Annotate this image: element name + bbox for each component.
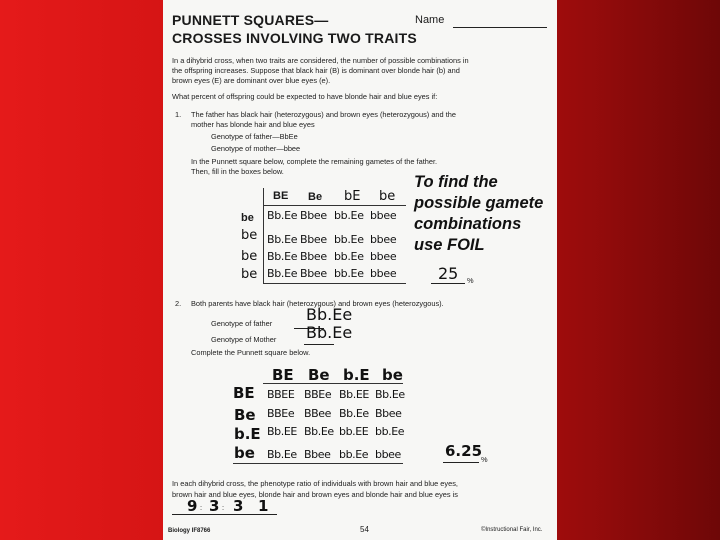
q1-row-header-4: be [241,267,258,282]
footer-page-number: 54 [360,525,369,534]
q1-col-header-3: bE [344,189,361,204]
q2-cell-1-2: BBEe [304,388,332,401]
q2-cell-1-1: BBEE [267,388,295,401]
q1-percent-sign: % [467,276,474,285]
q2-cell-2-4: Bbee [375,407,402,420]
intro-line-3: brown eyes (E) are dominant over blue eyes (e). [172,76,331,85]
q3-line-1: In each dihybrid cross, the phenotype ratio of individuals with brown hair and blue eyes, [172,479,458,488]
q1-answer: 25 [438,264,459,283]
q2-col-header-1: BE [272,366,294,384]
q2-col-header-3: b.E [343,366,370,384]
q1-col-header-4: be [379,189,396,204]
q2-cell-3-3: bb.EE [339,425,369,438]
q3-ratio-4: 1 [258,497,269,515]
q2-cell-3-4: bb.Ee [375,425,405,438]
intro-line-1: In a dihybrid cross, when two traits are considered, the number of possible combinations in [172,56,469,65]
name-line [453,27,547,28]
q1-cell-4-3: bb.Ee [334,267,364,280]
q3-ratio-sep-1: : [200,503,203,512]
foil-note-line-1: To find the [414,173,498,191]
q2-row-header-1: BE [233,384,255,402]
q1-cell-4-2: Bbee [300,267,327,280]
footer-left: Biology IF8766 [168,528,211,534]
q3-ratio-1: 9 [187,497,198,515]
q2-percent-sign: % [481,455,488,464]
q2-number: 2. [175,299,182,308]
q2-cell-3-1: Bb.EE [267,425,297,438]
q2-cell-2-1: BBEe [267,407,295,420]
q2-cell-4-2: Bbee [304,448,331,461]
q1-cell-1-4: bbee [370,209,397,222]
q1-col-header-2: Be [308,191,323,203]
q1-cell-4-4: bbee [370,267,397,280]
q1-cell-2-1: Bb.Ee [267,233,298,246]
q2-cell-1-3: Bb.EE [339,388,369,401]
name-label: Name [415,14,445,26]
q2-instructions: Complete the Punnett square below. [191,348,311,357]
q1-line-1: The father has black hair (heterozygous) and brown eyes (heterozygous) and the [191,110,456,119]
q3-ratio-2: 3 [209,497,220,515]
q1-cell-3-4: bbee [370,250,397,263]
q1-number: 1. [175,110,182,119]
q2-genotype-father: Genotype of father [211,319,273,328]
q1-genotype-father: Genotype of father—BbEe [211,132,298,141]
q2-cell-2-3: Bb.Ee [339,407,369,420]
q1-row-header-2: be [241,228,258,243]
worksheet-title: PUNNETT SQUARES— [172,12,329,28]
q2-cell-1-4: Bb.Ee [375,388,405,401]
q1-cell-2-4: bbee [370,233,397,246]
q1-line-2: mother has blonde hair and blue eyes [191,120,315,129]
footer-right: ©Instructional Fair, Inc. [481,527,543,533]
q1-cell-2-2: Bbee [300,233,327,246]
foil-note-line-4: use FOIL [414,236,485,254]
q2-col-header-2: Be [308,366,330,384]
q1-cell-1-1: Bb.Ee [267,209,298,222]
q2-line: Both parents have black hair (heterozygous) and brown eyes (heterozygous). [191,299,444,308]
q2-col-header-4: be [382,366,403,384]
q1-cell-1-3: bb.Ee [334,209,364,222]
q1-instructions-1: In the Punnett square below, complete the remaining gametes of the father. [191,157,438,166]
q2-cell-3-2: Bb.Ee [304,425,334,438]
q2-cell-4-3: bb.Ee [339,448,369,461]
q2-cell-2-2: BBee [304,407,332,420]
q1-cell-1-2: Bbee [300,209,327,222]
q1-cell-3-1: Bb.Ee [267,250,298,263]
q2-row-header-4: be [234,444,255,462]
intro-question: What percent of offspring could be expected to have blonde hair and blue eyes if: [172,92,438,101]
worksheet-subtitle: CROSSES INVOLVING TWO TRAITS [172,30,417,46]
q1-row-header-3: be [241,249,258,264]
q2-cell-4-4: bbee [375,448,401,461]
q1-cell-3-3: bb.Ee [334,250,364,263]
q2-answer: 6.25 [445,442,483,460]
q1-cell-2-3: bb.Ee [334,233,364,246]
foil-note-line-3: combinations [414,215,522,233]
q2-genotype-mother: Genotype of Mother [211,335,277,344]
q1-col-header-1: BE [273,190,289,202]
q1-genotype-mother: Genotype of mother—bbee [211,144,301,153]
q3-line-2: brown hair and blue eyes, blonde hair and brown eyes and blonde hair and blue eyes is [172,490,458,499]
q2-row-header-2: Be [234,406,256,424]
foil-note [414,172,574,256]
q3-ratio-sep-2: : [222,503,225,512]
q2-row-header-3: b.E [234,425,261,443]
intro-line-2: the offspring increases. Suppose that black hair (B) is dominant over blonde hair (b) and [172,66,460,75]
q1-instructions-2: Then, fill in the boxes below. [191,167,284,176]
q2-answer-mother: Bb.Ee [306,323,353,342]
foil-note-line-2: possible gamete [414,194,544,212]
worksheet-page [163,0,557,540]
q1-cell-3-2: Bbee [300,250,327,263]
q2-cell-4-1: Bb.Ee [267,448,297,461]
q3-ratio-3: 3 [233,497,244,515]
q2-answer-father: Bb.Ee [306,305,353,324]
q1-cell-4-1: Bb.Ee [267,267,298,280]
q1-row-header-1: be [241,212,254,224]
